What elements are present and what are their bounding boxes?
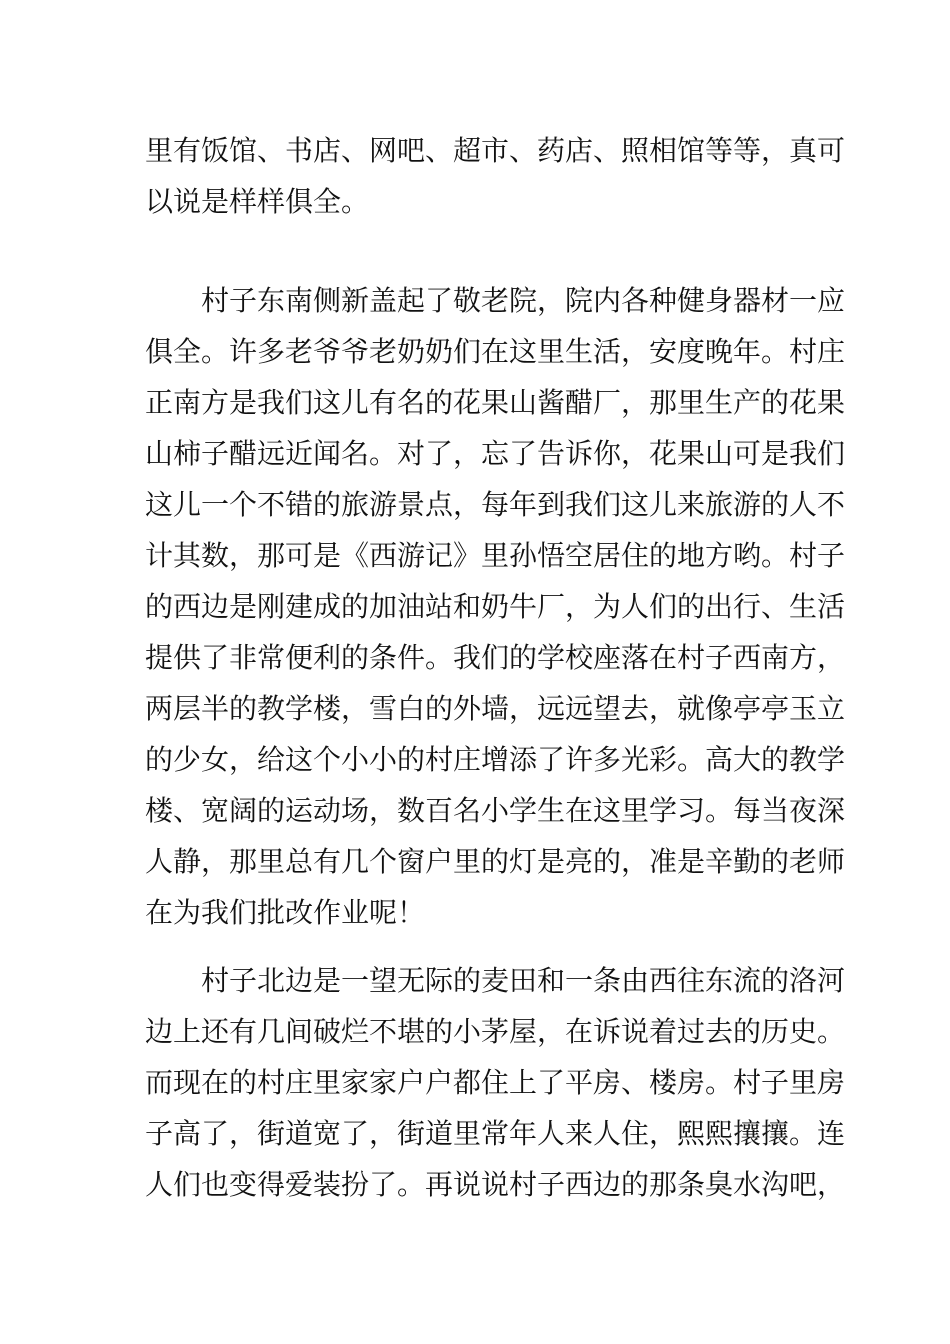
text-line: 计其数，那可是《西游记》里孙悟空居住的地方哟。村子 bbox=[145, 539, 846, 572]
text-line: 楼、宽阔的运动场，数百名小学生在这里学习。每当夜深 bbox=[145, 794, 846, 827]
text-line: 山柿子醋远近闻名。对了，忘了告诉你，花果山可是我们 bbox=[145, 437, 846, 470]
text-line: 村子东南侧新盖起了敬老院，院内各种健身器材一应 bbox=[201, 284, 846, 317]
paragraph-3 bbox=[145, 955, 846, 1210]
paragraph-1 bbox=[145, 125, 846, 227]
text-line: 这儿一个不错的旅游景点，每年到我们这儿来旅游的人不 bbox=[145, 488, 846, 521]
text-line: 边上还有几间破烂不堪的小茅屋，在诉说着过去的历史。 bbox=[145, 1015, 846, 1048]
text-line: 而现在的村庄里家家户户都住上了平房、楼房。村子里房 bbox=[145, 1066, 846, 1099]
paragraph-2 bbox=[145, 275, 846, 938]
text-line: 子高了，街道宽了，街道里常年人来人住，熙熙攘攘。连 bbox=[145, 1117, 846, 1150]
text-line: 村子北边是一望无际的麦田和一条由西往东流的洛河 bbox=[201, 964, 846, 997]
text-line: 人们也变得爱装扮了。再说说村子西边的那条臭水沟吧， bbox=[145, 1168, 846, 1201]
text-line: 里有饭馆、书店、网吧、超市、药店、照相馆等等，真可 bbox=[145, 134, 846, 167]
text-line: 俱全。许多老爷爷老奶奶们在这里生活，安度晚年。村庄 bbox=[145, 335, 846, 368]
text-line: 提供了非常便利的条件。我们的学校座落在村子西南方， bbox=[145, 641, 846, 674]
text-line: 以说是样样俱全。 bbox=[145, 185, 370, 218]
text-line: 两层半的教学楼，雪白的外墙，远远望去，就像亭亭玉立 bbox=[145, 692, 846, 725]
text-line: 在为我们批改作业呢！ bbox=[145, 896, 426, 929]
text-line: 的少女，给这个小小的村庄增添了许多光彩。高大的教学 bbox=[145, 743, 846, 776]
text-line: 人静，那里总有几个窗户里的灯是亮的，准是辛勤的老师 bbox=[145, 845, 846, 878]
text-line: 正南方是我们这儿有名的花果山酱醋厂，那里生产的花果 bbox=[145, 386, 846, 419]
text-line: 的西边是刚建成的加油站和奶牛厂，为人们的出行、生活 bbox=[145, 590, 846, 623]
